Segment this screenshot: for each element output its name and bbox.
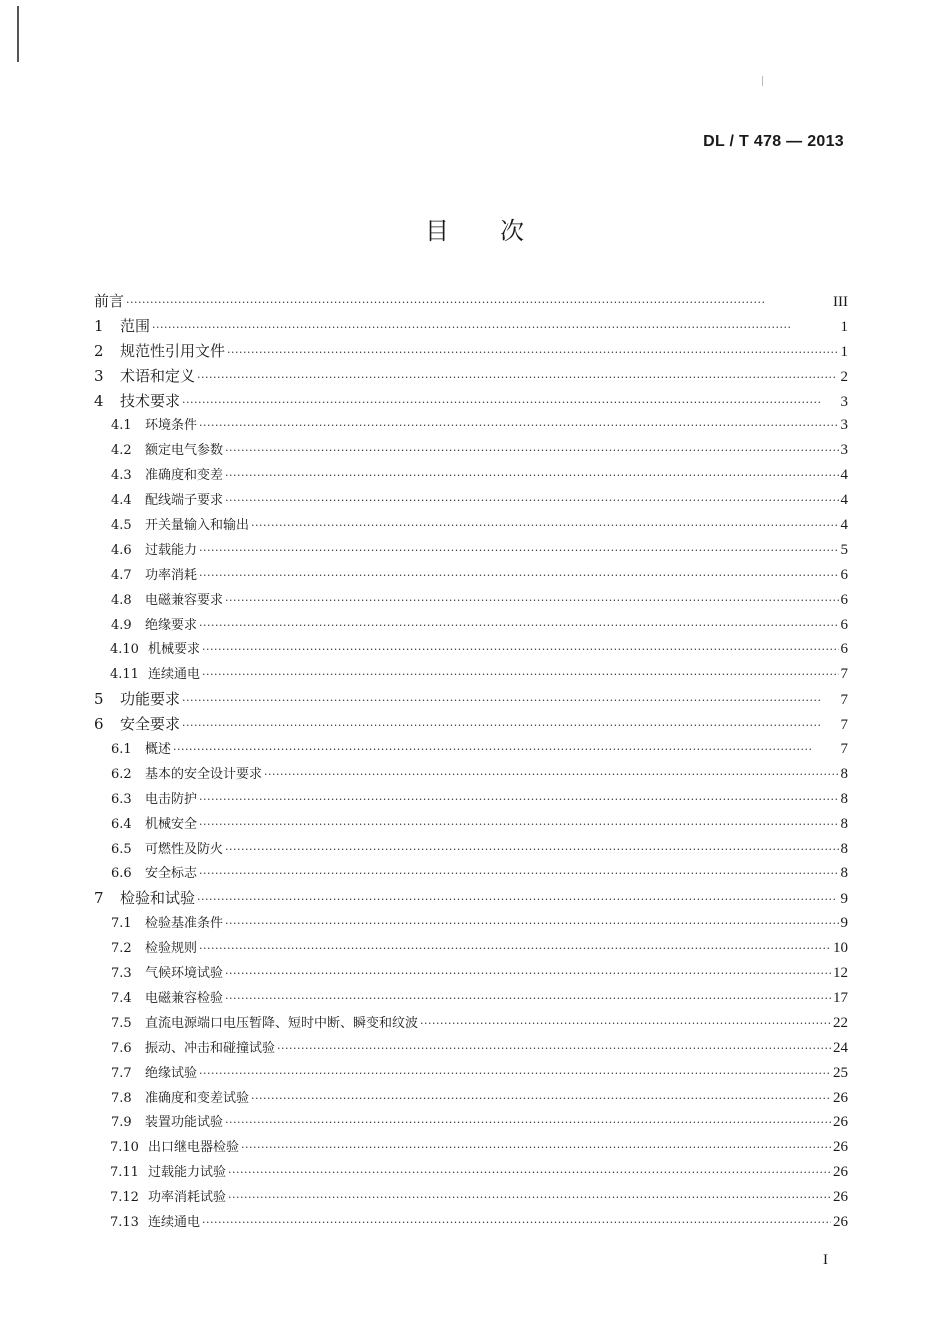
toc-entry[interactable] [94, 1011, 848, 1036]
toc-entry-title: 规范性引用文件 [120, 341, 226, 360]
scan-speck [762, 76, 763, 86]
toc-dot-leader [173, 738, 838, 763]
toc-entry-page: 9 [840, 915, 848, 932]
toc-entry-page: 26 [833, 1114, 848, 1131]
toc-entry-title: 环境条件 [145, 418, 198, 434]
toc-entry[interactable] [94, 364, 848, 389]
toc-entry-page: 4 [840, 517, 848, 534]
toc-entry[interactable] [94, 1061, 848, 1086]
toc-dot-leader [202, 638, 838, 663]
toc-entry-number: 6.2 [111, 766, 132, 782]
toc-dot-leader [420, 1012, 831, 1037]
standard-code: DL / T 478 — 2013 [703, 133, 844, 150]
toc-entry[interactable] [94, 463, 848, 488]
toc-entry-number: 4 [94, 391, 104, 410]
toc-entry[interactable] [94, 413, 848, 438]
toc-entry-page: 8 [840, 815, 848, 832]
toc-dot-leader [202, 1211, 831, 1236]
toc-entry-title: 基本的安全设计要求 [145, 766, 263, 782]
toc-dot-leader [199, 862, 838, 887]
toc-entry-number: 7.5 [111, 1015, 132, 1031]
toc-entry[interactable] [94, 613, 848, 638]
toc-entry-number: 4.5 [111, 518, 132, 534]
toc-entry[interactable] [94, 563, 848, 588]
toc-entry-page: 5 [840, 541, 848, 558]
toc-dot-leader [225, 987, 831, 1012]
toc-entry-number: 4.1 [111, 418, 132, 434]
toc-dot-leader [152, 316, 838, 341]
toc-entry-number: 6.6 [111, 866, 132, 882]
toc-entry[interactable] [94, 1160, 848, 1185]
toc-entry-title: 电磁兼容检验 [145, 990, 224, 1006]
toc-dot-leader [197, 888, 838, 913]
toc-dot-leader [225, 962, 831, 987]
toc-entry-number: 4.7 [111, 567, 132, 583]
toc-dot-leader [225, 439, 838, 464]
toc-entry[interactable] [94, 513, 848, 538]
toc-entry-page: 8 [840, 865, 848, 882]
toc-entry-title: 气候环境试验 [145, 966, 224, 982]
toc-entry-page: 7 [840, 692, 848, 709]
toc-entry-number: 2 [94, 341, 104, 360]
toc-entry-number: 7.9 [111, 1115, 132, 1131]
page-title: 目 次 [425, 217, 525, 245]
toc-entry-number: 4.9 [111, 617, 132, 633]
toc-entry[interactable] [94, 712, 848, 737]
scan-edge-mark [17, 6, 19, 62]
toc-entry-page: 24 [833, 1039, 848, 1056]
toc-entry-page: 10 [833, 940, 848, 957]
toc-entry-page: 1 [840, 343, 848, 360]
toc-entry-number: 4.11 [110, 667, 139, 683]
toc-entry[interactable] [94, 936, 848, 961]
toc-dot-leader [199, 1062, 831, 1087]
toc-entry-number: 5 [94, 690, 104, 709]
toc-dot-leader [199, 813, 838, 838]
toc-entry-title: 检验基准条件 [145, 916, 224, 932]
toc-entry-title: 振动、冲击和碰撞试验 [145, 1040, 276, 1056]
toc-entry-page: 9 [840, 891, 848, 908]
toc-entry-number: 6.5 [111, 841, 132, 857]
toc-entry-number: 7.8 [111, 1090, 132, 1106]
toc-entry-title: 额定电气参数 [145, 443, 224, 459]
toc-entry[interactable] [94, 389, 848, 414]
toc-entry[interactable] [94, 886, 848, 911]
toc-entry-page: 4 [840, 467, 848, 484]
toc-entry-title: 前言 [94, 292, 125, 310]
toc-entry-page: 12 [833, 965, 848, 982]
toc-dot-leader [225, 589, 838, 614]
toc-entry-page: 17 [833, 989, 848, 1006]
toc-entry[interactable] [94, 787, 848, 812]
toc-entry[interactable] [94, 488, 848, 513]
toc-entry-number: 7.13 [110, 1214, 139, 1230]
toc-entry-page: 7 [840, 741, 848, 758]
toc-entry-title: 准确度和变差 [145, 468, 224, 484]
toc-dot-leader [199, 614, 838, 639]
toc-entry[interactable] [94, 1110, 848, 1135]
toc-dot-leader [225, 489, 838, 514]
toc-entry-page: 6 [840, 641, 848, 658]
toc-dot-leader [197, 366, 838, 391]
toc-entry-number: 7.1 [111, 916, 132, 932]
toc-entry-title: 绝缘要求 [145, 617, 198, 633]
toc-entry[interactable] [94, 687, 848, 712]
toc-entry-page: 26 [833, 1164, 848, 1181]
toc-entry-page: 2 [840, 368, 848, 385]
toc-entry[interactable] [94, 1210, 848, 1235]
toc-dot-leader [199, 414, 838, 439]
toc-entry-number: 7.12 [110, 1190, 139, 1206]
toc-entry[interactable] [94, 662, 848, 687]
toc-entry[interactable] [94, 1086, 848, 1111]
toc-entry-title: 技术要求 [120, 391, 181, 410]
toc-entry-number: 6.4 [111, 816, 132, 832]
toc-dot-leader [199, 539, 838, 564]
table-of-contents [94, 289, 848, 1235]
toc-entry[interactable] [94, 339, 848, 364]
toc-entry-number: 7.7 [111, 1065, 132, 1081]
toc-dot-leader [182, 714, 838, 739]
toc-entry-page: 8 [840, 840, 848, 857]
toc-entry-page: 22 [833, 1014, 848, 1031]
toc-entry-title: 检验和试验 [120, 889, 196, 908]
toc-entry-page: 25 [833, 1064, 848, 1081]
toc-entry-number: 7.4 [111, 990, 132, 1006]
toc-entry-number: 4.2 [111, 443, 132, 459]
toc-entry-title: 功率消耗试验 [148, 1190, 227, 1206]
toc-entry-page: 26 [833, 1089, 848, 1106]
toc-entry-page: 26 [833, 1189, 848, 1206]
toc-entry[interactable] [94, 861, 848, 886]
toc-dot-leader [251, 1087, 831, 1112]
toc-entry-page: 6 [840, 591, 848, 608]
toc-entry[interactable] [94, 1185, 848, 1210]
toc-entry-number: 4.4 [111, 493, 132, 509]
toc-entry-number: 7.11 [110, 1165, 139, 1181]
toc-dot-leader [182, 689, 838, 714]
toc-entry-page: 6 [840, 566, 848, 583]
toc-entry-title: 概述 [145, 742, 172, 758]
toc-entry[interactable] [94, 837, 848, 862]
toc-dot-leader [202, 663, 838, 688]
toc-entry-title: 检验规则 [145, 941, 198, 957]
toc-entry-number: 4.10 [110, 642, 139, 658]
toc-entry-page: III [833, 294, 848, 310]
toc-entry-number: 7.6 [111, 1040, 132, 1056]
toc-entry[interactable] [94, 961, 848, 986]
toc-dot-leader [228, 1186, 831, 1211]
toc-entry-title: 安全标志 [145, 866, 198, 882]
toc-dot-leader [225, 464, 838, 489]
toc-entry-title: 出口继电器检验 [148, 1140, 240, 1156]
toc-entry-page: 3 [840, 393, 848, 410]
toc-entry-title: 电击防护 [145, 791, 198, 807]
toc-entry-title: 过载能力 [145, 542, 198, 558]
toc-dot-leader [225, 1111, 831, 1136]
toc-entry-title: 机械安全 [145, 816, 198, 832]
toc-entry-number: 7.2 [111, 941, 132, 957]
toc-entry-number: 1 [94, 316, 104, 335]
toc-entry-page: 3 [840, 417, 848, 434]
toc-dot-leader [277, 1037, 831, 1062]
toc-entry-title: 连续通电 [148, 1214, 201, 1230]
toc-entry-number: 7 [94, 889, 104, 908]
toc-entry-page: 3 [840, 442, 848, 459]
toc-dot-leader [126, 291, 831, 316]
toc-entry[interactable] [94, 737, 848, 762]
toc-entry-number: 4.8 [111, 592, 132, 608]
toc-entry-number: 3 [94, 366, 104, 385]
toc-entry[interactable] [94, 438, 848, 463]
toc-entry-page: 8 [840, 765, 848, 782]
toc-entry-number: 7.10 [110, 1140, 139, 1156]
toc-dot-leader [182, 391, 838, 416]
toc-entry-page: 26 [833, 1139, 848, 1156]
toc-entry-page: 1 [840, 318, 848, 335]
toc-entry[interactable] [94, 1036, 848, 1061]
toc-entry-title: 装置功能试验 [145, 1115, 224, 1131]
toc-entry-title: 电磁兼容要求 [145, 592, 224, 608]
toc-entry-title: 连续通电 [148, 667, 201, 683]
toc-dot-leader [241, 1136, 831, 1161]
toc-entry-title: 过载能力试验 [148, 1165, 227, 1181]
toc-entry-title: 配线端子要求 [145, 493, 224, 509]
toc-entry-title: 安全要求 [120, 715, 181, 734]
toc-entry-title: 术语和定义 [120, 366, 196, 385]
toc-entry-title: 功率消耗 [145, 567, 198, 583]
toc-entry-page: 8 [840, 790, 848, 807]
toc-dot-leader [199, 937, 831, 962]
toc-entry-title: 开关量输入和输出 [145, 518, 250, 534]
toc-entry[interactable] [94, 986, 848, 1011]
toc-dot-leader [227, 341, 838, 366]
toc-dot-leader [199, 788, 838, 813]
toc-entry[interactable] [94, 588, 848, 613]
toc-entry[interactable] [94, 911, 848, 936]
toc-entry-title: 功能要求 [120, 690, 181, 709]
toc-entry-title: 直流电源端口电压暂降、短时中断、瞬变和纹波 [145, 1015, 419, 1031]
toc-entry-number: 4.6 [111, 542, 132, 558]
toc-entry-number: 6 [94, 715, 104, 734]
toc-entry-title: 范围 [120, 316, 151, 335]
toc-entry-page: 7 [840, 666, 848, 683]
toc-dot-leader [199, 564, 838, 589]
toc-entry[interactable] [94, 637, 848, 662]
page-number: I [823, 1252, 828, 1268]
toc-entry[interactable] [94, 314, 848, 339]
toc-dot-leader [225, 912, 838, 937]
toc-entry-number: 6.1 [111, 742, 132, 758]
toc-entry-page: 7 [840, 717, 848, 734]
toc-entry[interactable] [94, 1135, 848, 1160]
toc-entry-number: 6.3 [111, 791, 132, 807]
toc-entry-page: 26 [833, 1213, 848, 1230]
toc-entry-page: 6 [840, 616, 848, 633]
toc-entry[interactable] [94, 538, 848, 563]
toc-entry[interactable] [94, 812, 848, 837]
toc-entry-title: 绝缘试验 [145, 1065, 198, 1081]
toc-entry[interactable] [94, 289, 848, 314]
toc-entry-page: 4 [840, 492, 848, 509]
toc-entry-title: 可燃性及防火 [145, 841, 224, 857]
toc-entry-number: 4.3 [111, 468, 132, 484]
toc-dot-leader [225, 838, 838, 863]
toc-dot-leader [264, 763, 838, 788]
toc-entry-title: 机械要求 [148, 642, 201, 658]
toc-entry-number: 7.3 [111, 966, 132, 982]
toc-entry[interactable] [94, 762, 848, 787]
toc-dot-leader [251, 514, 838, 539]
toc-entry-title: 准确度和变差试验 [145, 1090, 250, 1106]
toc-dot-leader [228, 1161, 831, 1186]
